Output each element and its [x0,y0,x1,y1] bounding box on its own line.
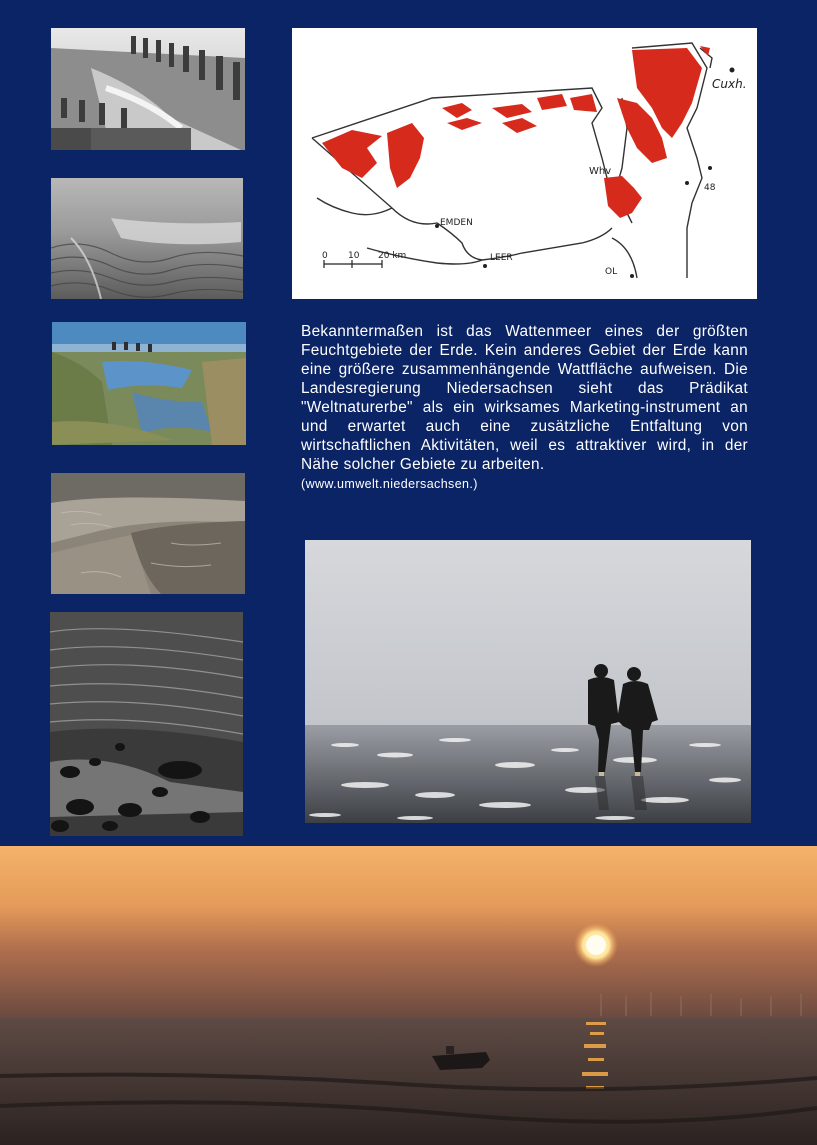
map-scale-0: 0 [322,251,328,261]
map-label-cuxhaven: Cuxh. [712,77,747,91]
map-scale-20: 20 km [378,251,407,261]
map-label-leer: LEER [490,253,513,263]
photo-salt-marsh [52,322,246,445]
photo-tidal-creek [51,473,245,594]
article-body: Bekanntermaßen ist das Wattenmeer eines der größten Feuchtgebiete der Erde. Kein anderes Gebiet der Erde kann eine größere zusammenhängende Wattfläche aufweisen. Die Landesregierung Niedersachsen sieht das Prädikat "Weltnaturerbe" als ein wirksames Marketing-instrument an und erwartet auch eine zusätzliche Entfaltung von wirtschaftlichen Aktivitäten, weil es attraktiver wird, in der Nähe solcher Gebiete zu arbeiten. [301,323,748,473]
map-scale-10: 10 [348,251,360,261]
photo-walkers-on-mudflat [305,540,751,823]
photo-rippled-sand [51,178,243,299]
photo-rocky-mudflat [50,612,243,836]
map-label-emden: EMDEN [440,218,473,228]
article-text-block [301,322,748,492]
map-label-wilhelmshaven: Whv [589,166,612,177]
photo-groynes-mudflat [51,28,245,150]
wadden-sea-map [292,28,757,299]
map-label-station: 48 [704,183,716,193]
photo-sunset-wadden-sea [0,846,817,1145]
article-source: (www.umwelt.niedersachsen.) [301,477,478,491]
map-label-oldenburg: OL [605,267,618,277]
